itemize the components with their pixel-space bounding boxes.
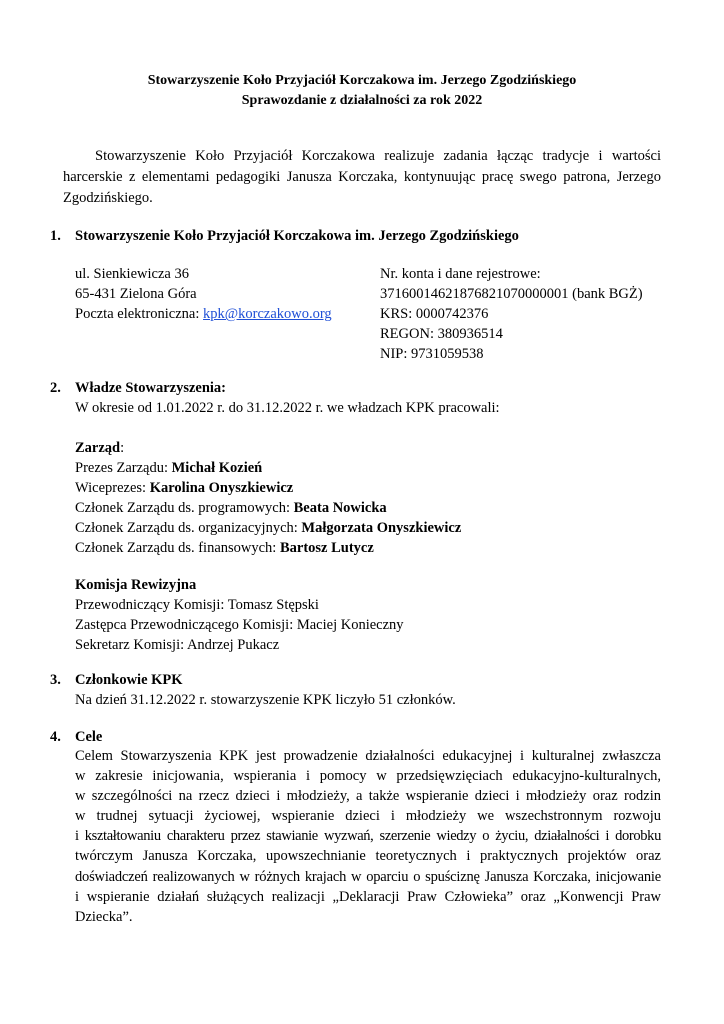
audit-member: Sekretarz Komisji: Andrzej Pukacz bbox=[75, 637, 280, 653]
section-4-title: Cele bbox=[75, 729, 103, 745]
email-link[interactable]: kpk@korczakowo.org bbox=[203, 306, 332, 322]
board-member bbox=[75, 518, 461, 538]
goals-line: w zakresie inicjowania, wspierania i pomocy w przedsięwzięciach edukacyjno-kulturalnych, bbox=[75, 768, 661, 785]
goals-line: doświadczeń realizowanych w różnych krajach w oparciu o spuściznę Janusza Korczaka, inicjowanie bbox=[75, 868, 661, 885]
board-title: Zarząd bbox=[75, 440, 121, 456]
audit-member: Przewodniczący Komisji: Tomasz Stępski bbox=[75, 597, 319, 613]
section-4-number: 4. bbox=[50, 729, 61, 745]
audit-member: Zastępca Przewodniczącego Komisji: Maciej Konieczny bbox=[75, 617, 404, 633]
email-label: Poczta elektroniczna: bbox=[75, 306, 204, 322]
goals-line: w trudnej sytuacji życiowej, wspieranie dzieci i młodzieży we wszechstronnym rozwoju bbox=[75, 808, 661, 825]
board-name: Beata Nowicka bbox=[293, 500, 387, 516]
board-member bbox=[75, 538, 374, 558]
board-period: W okresie od 1.01.2022 r. do 31.12.2022 r. we władzach KPK pracowali: bbox=[75, 400, 500, 416]
board-role: Prezes Zarządu: bbox=[75, 460, 172, 476]
board-role: Członek Zarządu ds. finansowych: bbox=[75, 540, 280, 556]
section-1-title: Stowarzyszenie Koło Przyjaciół Korczakowa im. Jerzego Zgodzińskiego bbox=[75, 228, 519, 244]
section-1-number: 1. bbox=[50, 228, 61, 244]
board-name: Karolina Onyszkiewicz bbox=[149, 480, 294, 496]
registration-label: Nr. konta i dane rejestrowe: bbox=[380, 266, 541, 282]
section-2-number: 2. bbox=[50, 380, 61, 396]
nip-number: NIP: 9731059538 bbox=[380, 346, 484, 362]
board-role: Wiceprezes: bbox=[75, 480, 150, 496]
goals-paragraph bbox=[75, 746, 661, 927]
address-city: 65-431 Zielona Góra bbox=[75, 286, 197, 302]
board-colon: : bbox=[120, 440, 125, 456]
board-heading bbox=[75, 438, 124, 458]
goals-line: i wspieranie działań służących realizacji „Deklaracji Praw Człowieka” oraz „Konwencji Praw bbox=[75, 888, 661, 905]
board-name: Bartosz Lutycz bbox=[279, 540, 374, 556]
document-title: Stowarzyszenie Koło Przyjaciół Korczakowa im. Jerzego Zgodzińskiego bbox=[147, 73, 577, 88]
section-3-number: 3. bbox=[50, 672, 61, 688]
intro-paragraph bbox=[63, 146, 661, 209]
goals-line: twórczym Janusza Korczaka, upowszechnianie teoretycznych i praktycznych projektów oraz bbox=[75, 848, 661, 865]
board-member bbox=[75, 458, 262, 478]
goals-line: w szczególności na rzecz dzieci i młodzieży, a także wspieranie dzieci i młodzieży oraz rodzin bbox=[75, 788, 661, 805]
audit-committee-title: Komisja Rewizyjna bbox=[75, 577, 197, 593]
address-street: ul. Sienkiewicza 36 bbox=[75, 266, 189, 282]
goals-line: Celem Stowarzyszenia KPK jest prowadzenie działalności edukacyjnej i kulturalnej zwłaszcza bbox=[75, 748, 661, 764]
goals-line: i kształtowaniu charakteru przez stawianie wyzwań, szerzenie wiedzy o życiu, działalności i dorobku bbox=[75, 828, 661, 845]
section-3-title: Członkowie KPK bbox=[75, 672, 183, 688]
board-role: Członek Zarządu ds. programowych: bbox=[75, 500, 294, 516]
email-line bbox=[75, 304, 332, 324]
section-2-title: Władze Stowarzyszenia: bbox=[75, 380, 227, 396]
document-subtitle: Sprawozdanie z działalności za rok 2022 bbox=[241, 93, 483, 108]
regon-number: REGON: 380936514 bbox=[380, 326, 503, 342]
bank-account: 37160014621876821070000001 (bank BGŻ) bbox=[380, 286, 643, 302]
goals-line: Dziecka”. bbox=[75, 908, 133, 925]
board-role: Członek Zarządu ds. organizacyjnych: bbox=[75, 520, 302, 536]
intro-text: Stowarzyszenie Koło Przyjaciół Korczakowa realizuje zadania łącząc tradycje i wartości harcerskie z elementami pedagogiki Janusza Korczaka, kontynuując pracę swego patrona, Jerzego Zgodzińskiego. bbox=[63, 148, 661, 206]
krs-number: KRS: 0000742376 bbox=[380, 306, 489, 322]
board-name: Małgorzata Onyszkiewicz bbox=[301, 520, 462, 536]
board-member bbox=[75, 498, 387, 518]
board-name: Michał Kozień bbox=[171, 460, 263, 476]
members-count: Na dzień 31.12.2022 r. stowarzyszenie KPK liczyło 51 członków. bbox=[75, 692, 456, 708]
board-member bbox=[75, 478, 293, 498]
